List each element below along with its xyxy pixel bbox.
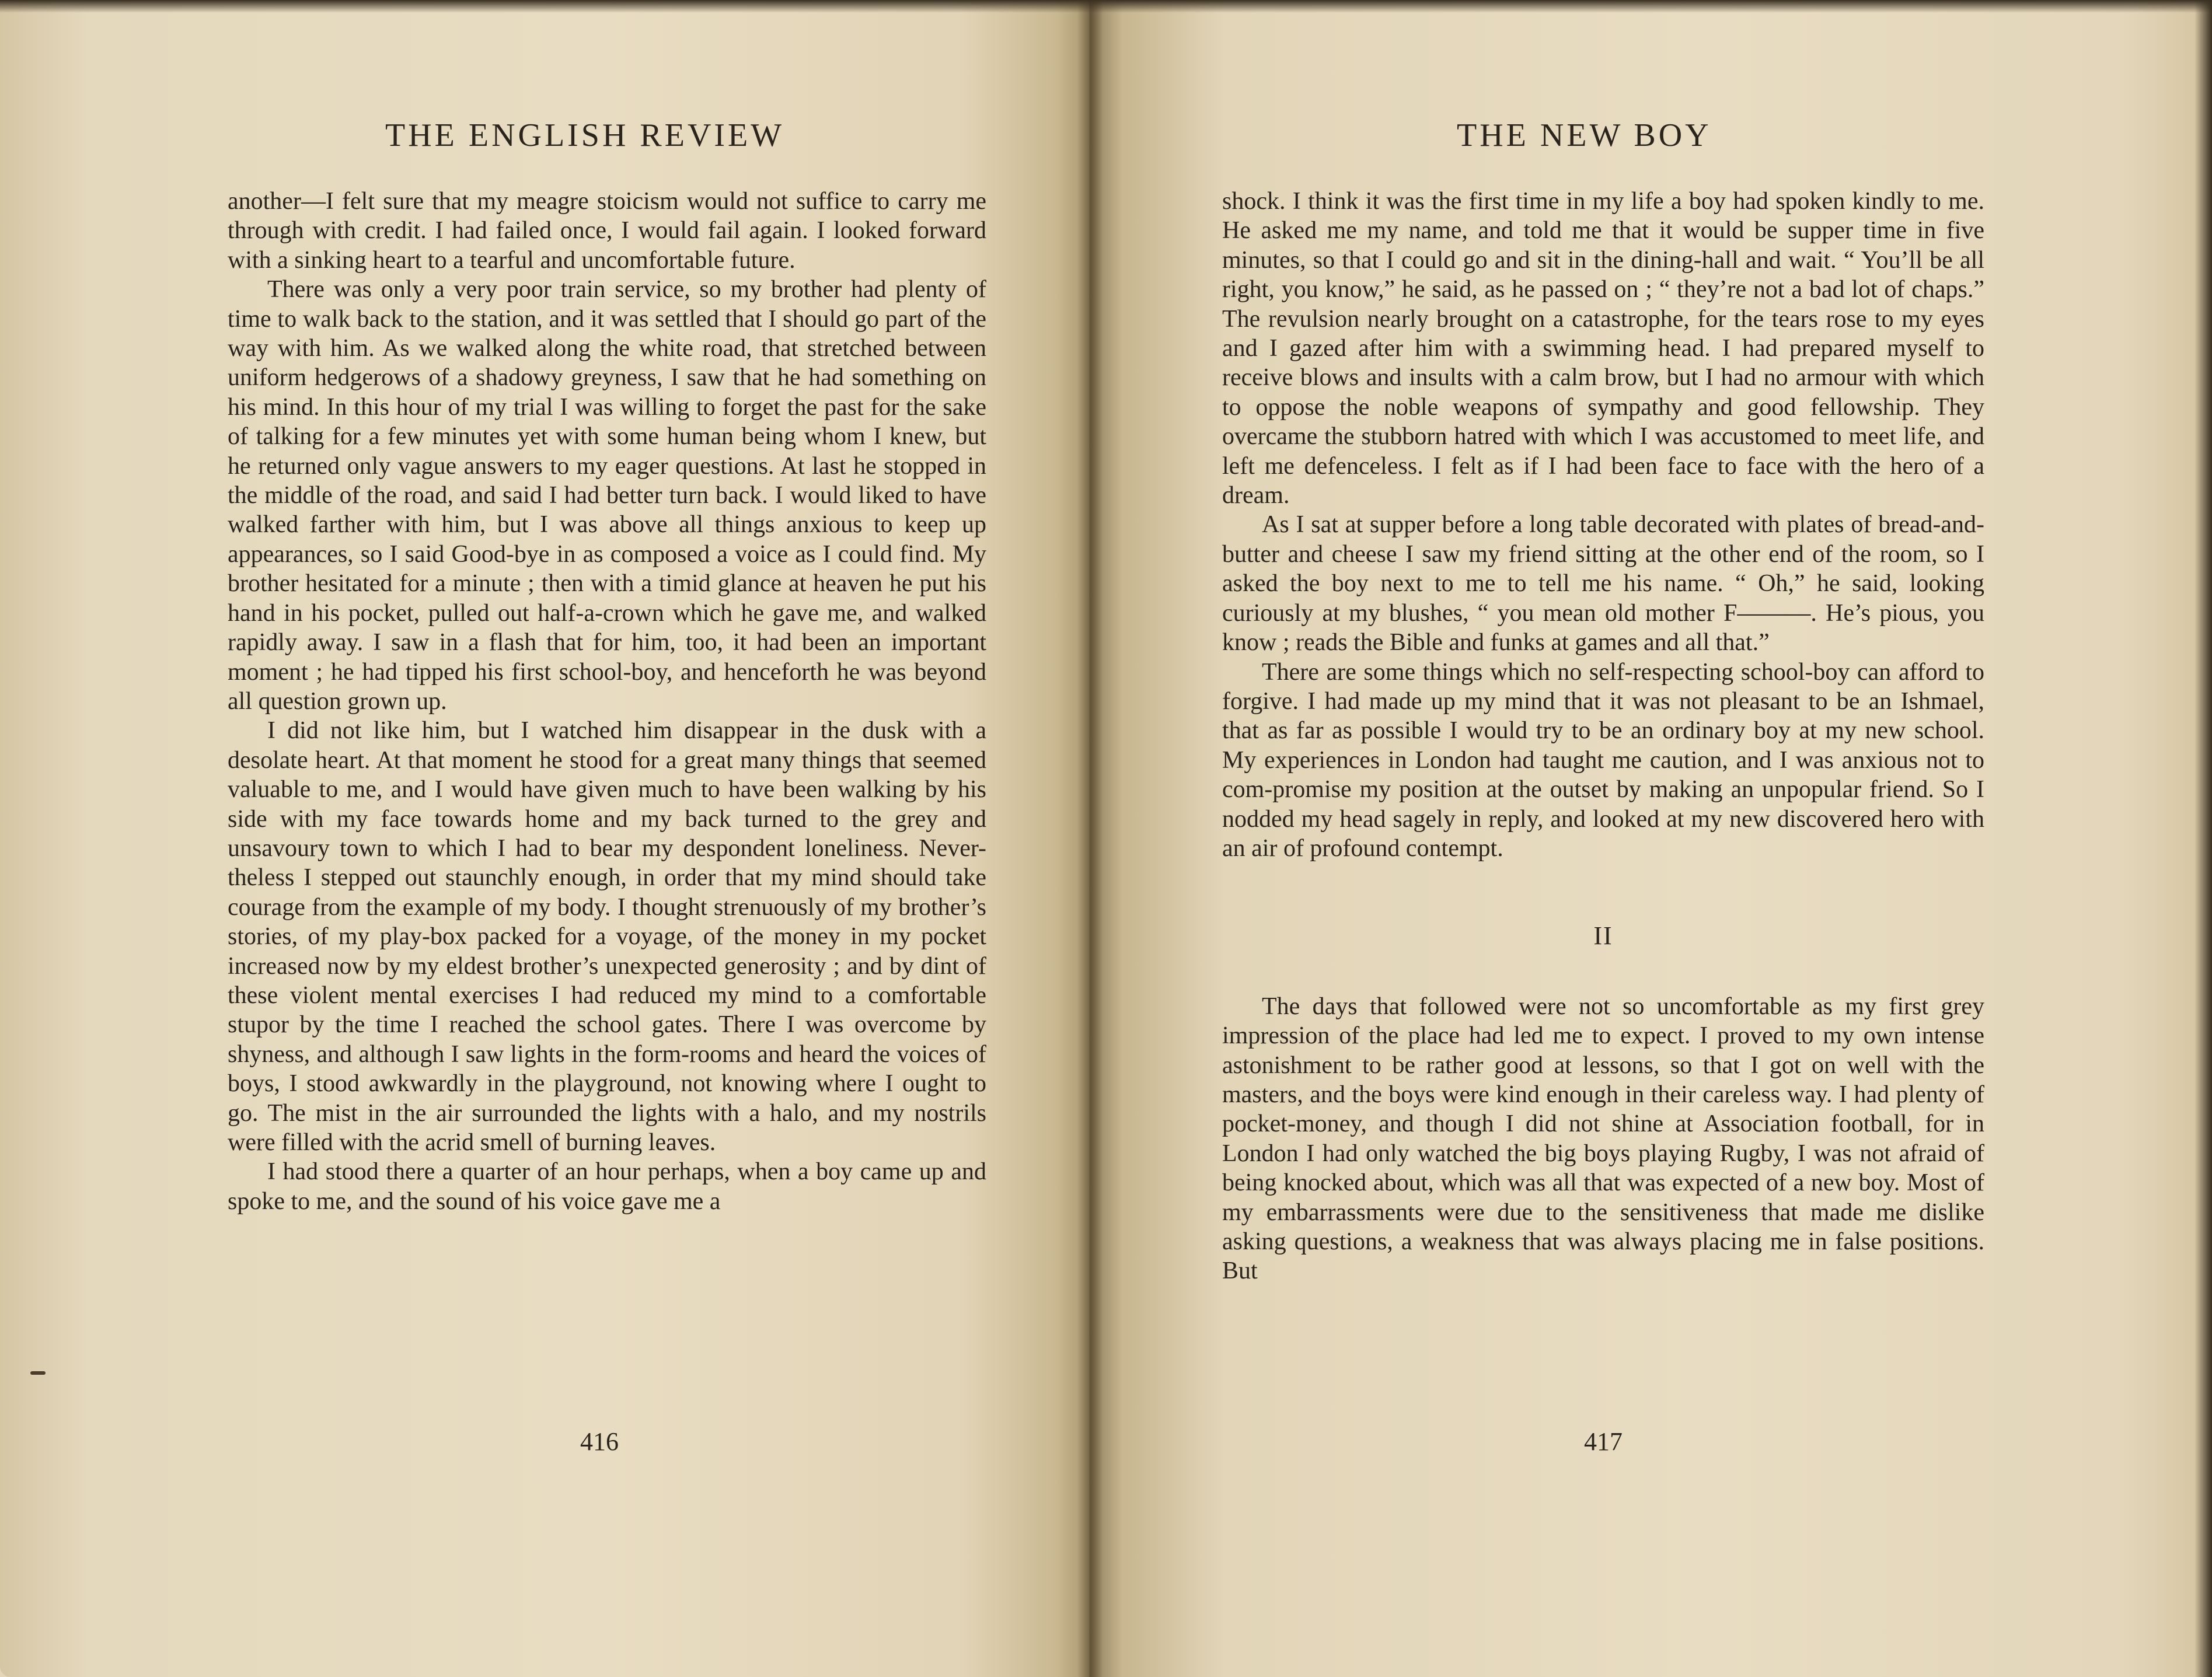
left-paragraph: There was only a very poor train service, so my brother had plenty of time to walk back to the station, and it was settled that I should go part of the way with him. As we walked along the white road, that stretched between uniform hedgerows of a shadowy greyness, I saw that he had something on his mind. In this hour of my trial I was willing to forget the past for the sake of talking for a few minutes yet with some human being whom I knew, but he returned only vague answers to my eager questions. At last he stopped in the middle of the road, and said I had better turn back. I would liked to have walked farther with him, but I was above all things anxious to keep up appearances, so I said Good-bye in as composed a voice as I could find. My brother hesitated for a minute ; then with a timid glance at heaven he put his hand in his pocket, pulled out half-a-crown which he gave me, and walked rapidly away. I saw in a flash that for him, too, it had been an important moment ; he had tipped his first school-boy, and henceforth he was beyond all question grown up.	[228, 276, 986, 715]
left-paragraph: I had stood there a quarter of an hour perhaps, when a boy came up and spoke to me, and the sound of his voice gave me a	[228, 1158, 986, 1215]
right-running-head: THE NEW BOY	[1457, 117, 1712, 153]
right-page-number: 417	[1584, 1427, 1623, 1456]
right-page-body	[1222, 187, 1984, 1286]
right-paragraph: As I sat at supper before a long table decorated with plates of bread-and-butter and cheese I saw my friend sitting at the other end of the room, so I asked the boy next to me to tell me his name. “ Oh,” he said, looking curiously at my blushes, “ you mean old mother F———. He’s pious, you know ; reads the Bible and funks at games and all that.”	[1222, 511, 1984, 656]
left-paragraph: I did not like him, but I watched him disappear in the dusk with a desolate heart. At that moment he stood for a great many things that seemed valuable to me, and I would have given much to have been walking by his side with my face towards home and my back turned to the grey and unsavoury town to which I had to bear my despondent loneliness. Never-theless I stepped out staunchly enough, in order that my mind should take courage from the example of my body. I thought strenuously of my brother’s stories, of my play-box packed for a voyage, of the money in my pocket increased now by my eldest brother’s unexpected generosity ; and by dint of these violent mental exercises I had reduced my mind to a comfortable stupor by the time I reached the school gates. There I was overcome by shyness, and although I saw lights in the form-rooms and heard the voices of boys, I stood awkwardly in the playground, not knowing where I ought to go. The mist in the air surrounded the lights with a halo, and my nostrils were filled with the acrid smell of burning leaves.	[228, 717, 986, 1156]
scan-right-edge	[2194, 0, 2212, 1677]
book-gutter	[1077, 0, 1103, 1677]
ink-speck	[30, 1371, 46, 1375]
left-page	[0, 0, 1089, 1677]
right-page	[1089, 0, 2212, 1677]
right-paragraph: The days that followed were not so uncomfortable as my first grey impression of the place had led me to expect. I proved to my own intense astonishment to be rather good at lessons, so that I got on well with the masters, and the boys were kind enough in their careless way. I had plenty of pocket-money, and though I did not shine at Association football, for in London I had only watched the big boys playing Rugby, I was not afraid of being knocked about, which was all that was expected of a new boy. Most of my embarrassments were due to the sensitiveness that made me dislike asking questions, a weakness that was always placing me in false positions. But	[1222, 993, 1984, 1285]
left-page-number: 416	[580, 1427, 619, 1456]
left-page-body	[228, 187, 986, 1216]
scan-top-edge	[0, 0, 2212, 13]
right-paragraph: There are some things which no self-respecting school-boy can afford to forgive. I had made up my mind that it was not pleasant to be an Ishmael, that as far as possible I would try to be an ordinary boy at my new school. My experiences in London had taught me caution, and I was anxious not to com-promise my position at the outset by making an unpopular friend. So I nodded my head sagely in reply, and looked at my new discovered hero with an air of profound contempt.	[1222, 658, 1984, 862]
left-paragraph: another—I felt sure that my meagre stoicism would not suffice to carry me through with credit. I had failed once, I would fail again. I looked forward with a sinking heart to a tearful and uncomfortable future.	[228, 188, 986, 274]
right-paragraph: shock. I think it was the first time in my life a boy had spoken kindly to me. He asked me my name, and told me that it would be supper time in five minutes, so that I could go and sit in the dining-hall and wait. “ You’ll be all right, you know,” he said, as he passed on ; “ they’re not a bad lot of chaps.” The revulsion nearly brought on a catastrophe, for the tears rose to my eyes and I gazed after him with a swimming head. I had prepared myself to receive blows and insults with a calm brow, but I had no armour with which to oppose the noble weapons of sympathy and good fellowship. They overcame the stubborn hatred with which I was accustomed to meet life, and left me defenceless. I felt as if I had been face to face with the hero of a dream.	[1222, 188, 1984, 509]
left-running-head: THE ENGLISH REVIEW	[385, 117, 785, 153]
section-numeral: II	[1593, 921, 1613, 951]
